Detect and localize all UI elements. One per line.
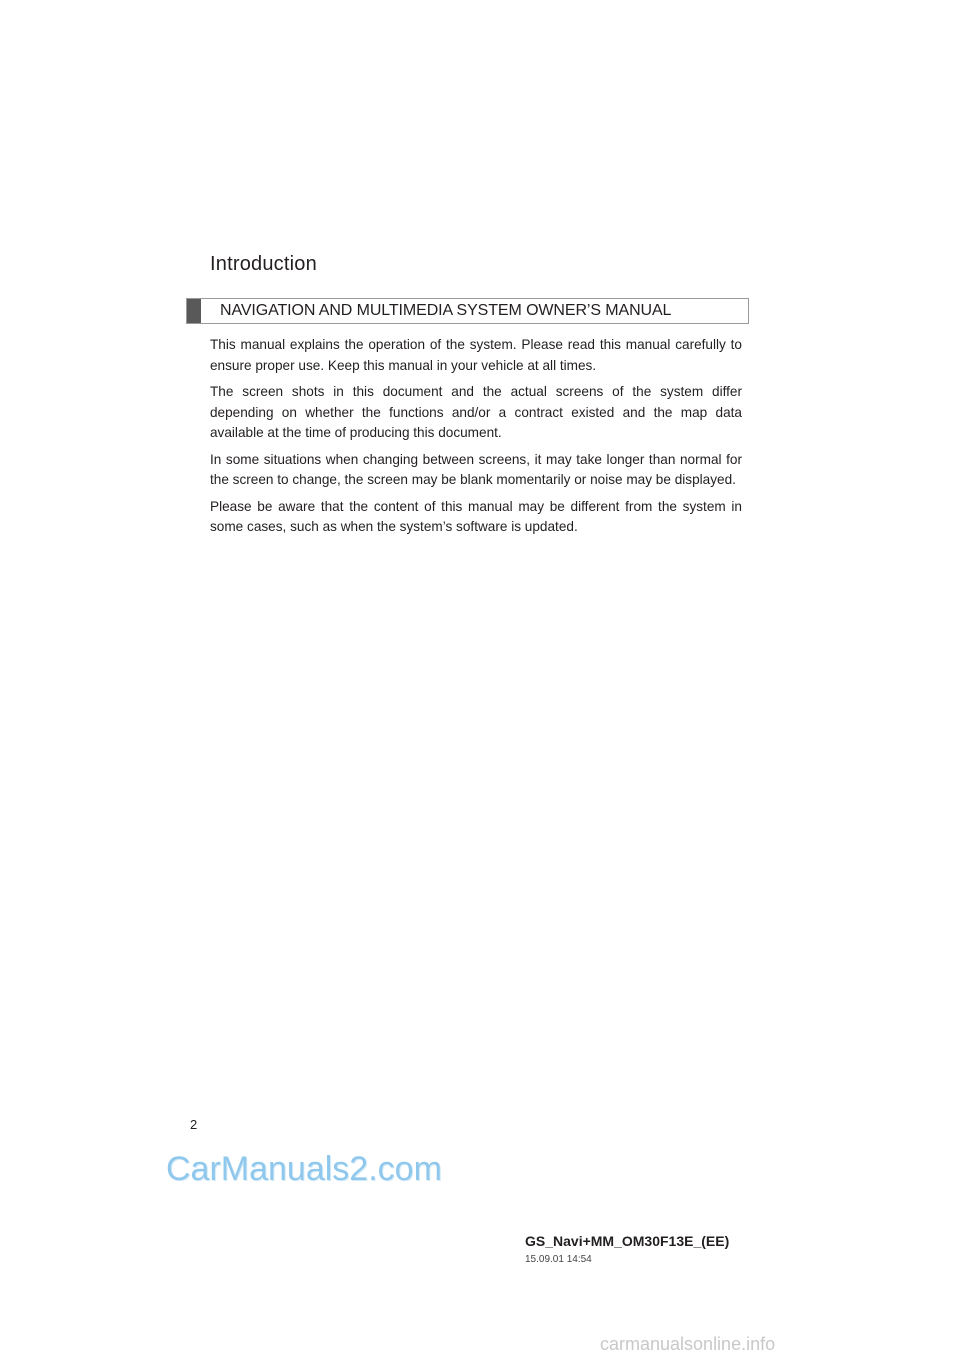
section-header-bar (187, 299, 201, 323)
page-number: 2 (190, 1117, 198, 1132)
footer-site-watermark: carmanualsonline.info (600, 1334, 776, 1354)
document-code: GS_Navi+MM_OM30F13E_(EE) (525, 1233, 730, 1249)
page-title: Introduction (210, 253, 317, 276)
section-header (186, 298, 749, 324)
paragraph: The screen shots in this document and the actual screens of the system differ depending on whether the functions and/or a contract existed and the map data available at the time of producing this document. (210, 384, 742, 440)
paragraph: In some situations when changing between screens, it may take longer than normal for the screen to change, the screen may be blank momentarily or noise may be displayed. (210, 451, 742, 487)
watermark-logo: CarManuals2.com (166, 1150, 442, 1188)
document-timestamp: 15.09.01 14:54 (525, 1254, 592, 1265)
paragraph: This manual explains the operation of the system. Please read this manual carefully to ensure proper use. Keep this manual in your vehicle at all times. (210, 337, 742, 373)
body-text (210, 335, 742, 544)
section-header-label: NAVIGATION AND MULTIMEDIA SYSTEM OWNER’S MANUAL (220, 302, 672, 319)
paragraph: Please be aware that the content of this manual may be different from the system in some cases, such as when the system’s software is updated. (210, 498, 742, 534)
